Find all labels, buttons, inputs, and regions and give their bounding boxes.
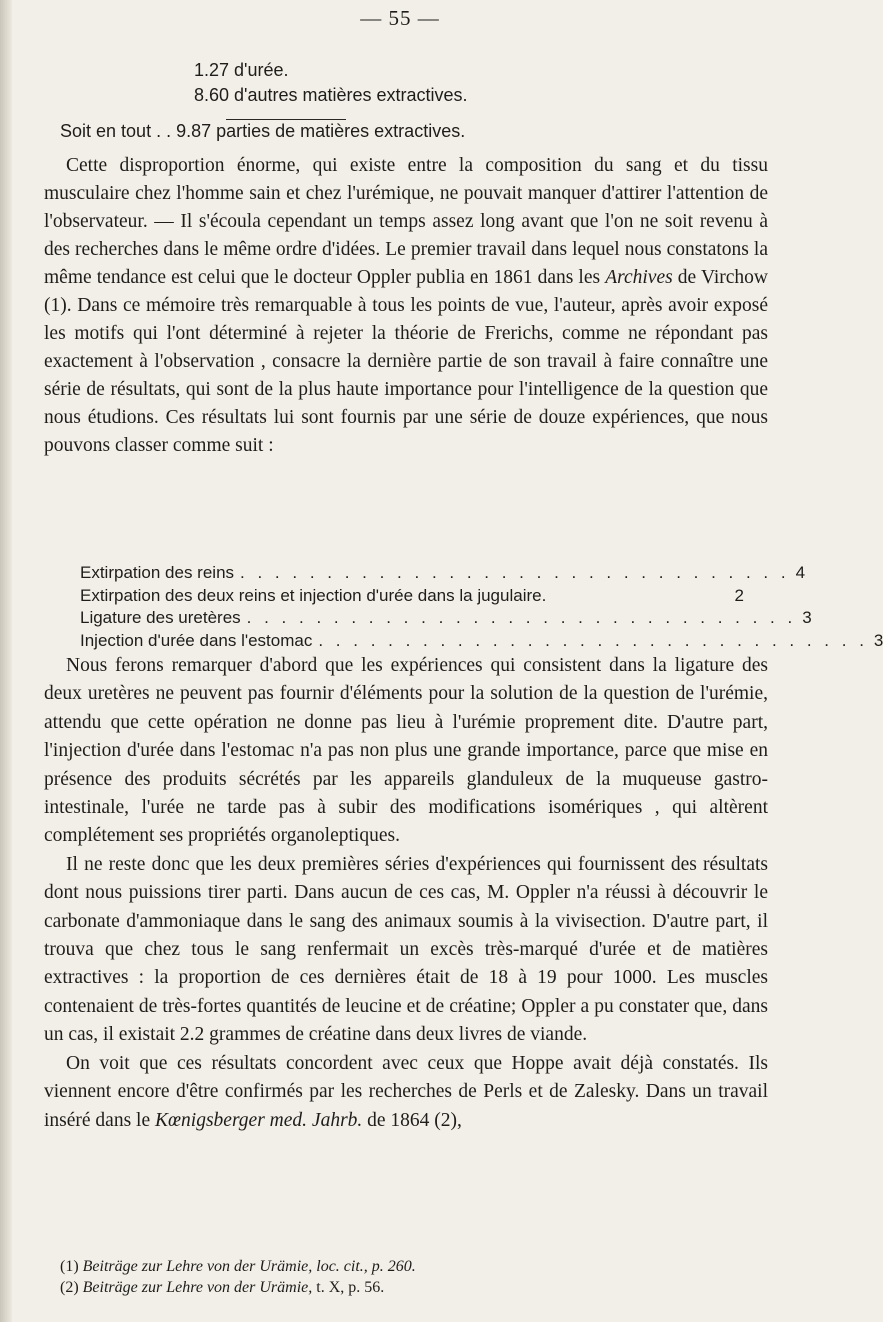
- leader-dots: . . . . . . . . . . . . . . . . . . . . . . . . . . . . . . . .: [240, 563, 790, 582]
- experiment-label: Ligature des uretères: [80, 608, 241, 627]
- journal-title-archives: Archives: [605, 267, 673, 288]
- composition-line-extractives: 8.60 d'autres matières extractives.: [194, 85, 468, 105]
- leader-dots: . . . . . . . . . . . . . . . . . . . . . . . . . . . . . . . .: [246, 608, 797, 627]
- experiment-list: [80, 563, 883, 653]
- paragraph-results: Il ne reste donc que les deux premières séries d'expériences qui fournissent des résultats dont nous puissions tirer parti. Dans aucun de ces cas, M. Oppler n'a réussi à découvrir le carbonate d'ammoniaque dans le sang des animaux soumis à la vivisection. D'autre part, il trouva que chez tous le sang renfermait un excès très-marqué d'urée et de matières extractives : la proportion de ces dernières était de 18 à 19 pour 1000. Les muscles contenaient de très-fortes quantités de leucine et de créatine; Oppler a pu constater que, dans un cas, il existait 2.2 grammes de créatine dans deux livres de viande.: [44, 853, 768, 1046]
- experiment-label: Injection d'urée dans l'estomac: [80, 630, 313, 650]
- footnotes: [44, 1256, 768, 1298]
- paragraph-1-text-b: de Virchow (1). Dans ce mémoire très remarquable à tous les points de vue, l'auteur, après avoir exposé les motifs qui l'ont déterminé à rejeter la théorie de Frerichs, comme ne répondant pas exactement à l'observation , consacre la dernière partie de son travail à faire connaître une série de résultats, qui sont de la plus haute importance pour l'intelligence de la question que nous étudions. Ces résultats lui sont fournis par une série de douze expériences, que nous pouvons classer comme suit :: [44, 267, 768, 456]
- journal-title-koenigsberger: Kœnigsberger med. Jahrb.: [155, 1109, 363, 1131]
- footnote-title: Beiträge zur Lehre von der Urämie,: [82, 1279, 313, 1296]
- experiment-label: Extirpation des deux reins et injection d'urée dans la jugulaire.: [80, 585, 547, 605]
- list-item: [80, 608, 812, 631]
- sum-rule: [226, 119, 346, 120]
- footnote-mark: (2): [60, 1279, 79, 1296]
- experiment-count: 3: [873, 630, 883, 650]
- paragraph-uretere: Nous ferons remarquer d'abord que les expériences qui consistent dans la ligature des deux uretères ne peuvent pas fournir d'éléments pour la solution de la question de l'urémie, attendu que cette opération ne donne pas lieu à l'urémie proprement dite. D'autre part, l'injection d'urée dans l'estomac n'a pas non plus une grande importance, parce que mise en présence des produits sécrétés par les appareils glanduleux de la muqueuse gastro-intestinale, l'urée ne tarde pas à subir des modifications isomériques , qui altèrent complétement ses propriétés organoleptiques.: [44, 655, 768, 847]
- footnote: [44, 1277, 768, 1298]
- paragraph-4-text-a: On voit que ces résultats concordent avec ceux que Hoppe avait déjà constatés. Ils viennent encore d'être confirmés par les recherches de Perls et de Zalesky. Dans un travail inséré dans le: [44, 1052, 768, 1131]
- list-item: [80, 630, 883, 654]
- composition-line-urea: 1.27 d'urée.: [194, 60, 289, 80]
- footnote-title: Beiträge zur Lehre von der Urämie,: [82, 1258, 313, 1275]
- page-binding-edge: [0, 0, 12, 1322]
- paragraph-hoppe: [44, 1050, 768, 1135]
- experiment-count: 2: [734, 585, 744, 605]
- footnote-ref: t. X, p. 56.: [312, 1279, 385, 1296]
- experiment-label: Extirpation des reins: [80, 563, 235, 582]
- footnote-ref: loc. cit., p. 260.: [312, 1258, 416, 1275]
- experiment-count: 3: [802, 608, 812, 627]
- composition-total: Soit en tout . . 9.87 parties de matières extractives.: [60, 121, 466, 141]
- page-number: — 55 —: [360, 6, 440, 30]
- list-item: [80, 586, 744, 609]
- footnote-mark: (1): [60, 1258, 79, 1275]
- footnote: [44, 1256, 768, 1277]
- paragraph-1-text-a: Cette disproportion énorme, qui existe entre la composition du sang et du tissu musculaire chez l'homme sain et chez l'urémique, ne pouvait manquer d'attirer l'attention de l'observateur. — Il s'écoula cependant un temps assez long avant que l'on ne soit revenu à des recherches dans le même ordre d'idées. Le premier travail dans lequel nous constatons la même tendance est celui que le docteur Oppler publia en 1861 dans les: [44, 155, 768, 288]
- paragraph-oppler: [44, 152, 768, 460]
- leader-dots: . . . . . . . . . . . . . . . . . . . . . . . . . . . . . . . .: [318, 630, 868, 650]
- paragraph-4-text-b: de 1864 (2),: [362, 1109, 462, 1131]
- list-item: [80, 563, 806, 586]
- experiment-count: 4: [795, 563, 806, 582]
- paragraphs-discussion: [44, 652, 768, 1135]
